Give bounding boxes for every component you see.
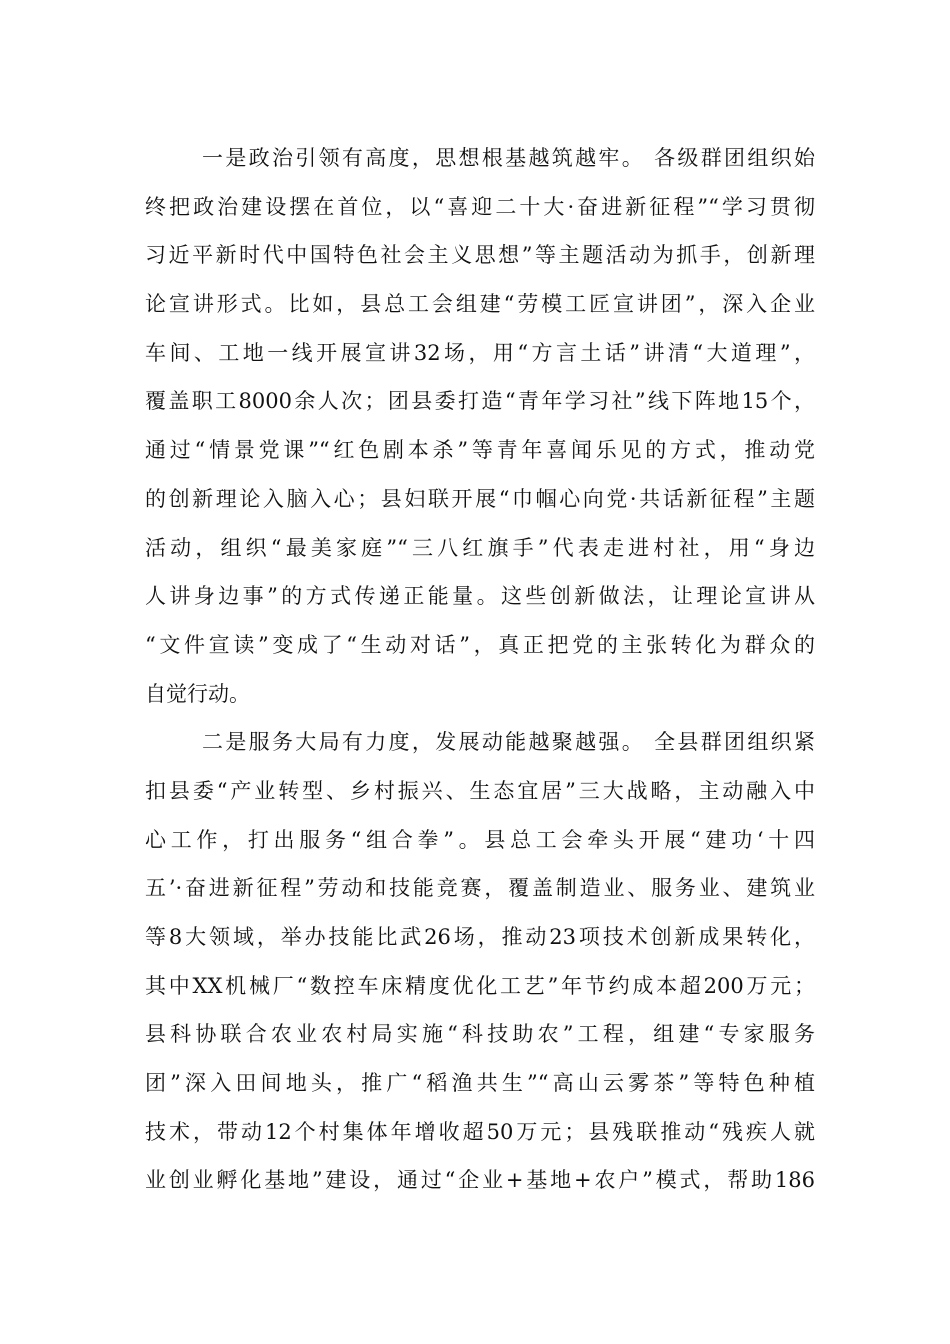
paragraph-line: 二是服务大局有力度，发展动能越聚越强。 全县群团组织紧 [202, 730, 815, 755]
document-body [145, 134, 815, 1205]
paragraph-line: 等8大领域，举办技能比武26场，推动23项技术创新成果转化， [145, 925, 815, 949]
paragraph-line: 心工作，打出服务“组合拳”。县总工会牵头开展“建功‘十四 [145, 827, 815, 852]
paragraph-line: 习近平新时代中国特色社会主义思想”等主题活动为抓手，创新理 [145, 243, 815, 268]
paragraph-line: 团”深入田间地头，推广“稻渔共生”“高山云雾茶”等特色种植 [145, 1071, 815, 1096]
paragraph-political-leadership [145, 134, 815, 718]
paragraph-line: 终把政治建设摆在首位，以“喜迎二十大·奋进新征程”“学习贯彻 [145, 194, 815, 219]
paragraph-line: 县科协联合农业农村局实施“科技助农”工程，组建“专家服务 [145, 1022, 815, 1047]
paragraph-line: 扣县委“产业转型、乡村振兴、生态宜居”三大战略，主动融入中 [145, 778, 815, 803]
paragraph-line: “文件宣读”变成了“生动对话”，真正把党的主张转化为群众的 [145, 632, 815, 657]
paragraph-line: 活动，组织“最美家庭”“三八红旗手”代表走进村社，用“身边 [145, 535, 815, 560]
paragraph-line: 覆盖职工8000余人次；团县委打造“青年学习社”线下阵地15个， [145, 389, 815, 414]
paragraph-line: 其中XX机械厂“数控车床精度优化工艺”年节约成本超200万元； [145, 973, 815, 998]
paragraph-serving-overall [145, 718, 815, 1205]
paragraph-line: 自觉行动。 [145, 681, 250, 706]
paragraph-line: 一是政治引领有高度，思想根基越筑越牢。 各级群团组织始 [202, 146, 815, 170]
paragraph-line: 的创新理论入脑入心；县妇联开展“巾帼心向党·共话新征程”主题 [145, 486, 815, 511]
paragraph-line: 通过“情景党课”“红色剧本杀”等青年喜闻乐见的方式，推动党 [145, 438, 815, 463]
paragraph-line: 车间、工地一线开展宣讲32场，用“方言土话”讲清“大道理”， [145, 340, 815, 365]
paragraph-line: 人讲身边事”的方式传递正能量。这些创新做法，让理论宣讲从 [145, 584, 815, 609]
paragraph-line: 五’·奋进新征程”劳动和技能竞赛，覆盖制造业、服务业、建筑业 [145, 876, 815, 901]
paragraph-line: 论宣讲形式。比如，县总工会组建“劳模工匠宣讲团”，深入企业 [145, 292, 815, 317]
paragraph-line: 业创业孵化基地”建设，通过“企业+基地+农户”模式，帮助186 [145, 1168, 815, 1193]
paragraph-line: 技术，带动12个村集体年增收超50万元；县残联推动“残疾人就 [145, 1119, 815, 1144]
